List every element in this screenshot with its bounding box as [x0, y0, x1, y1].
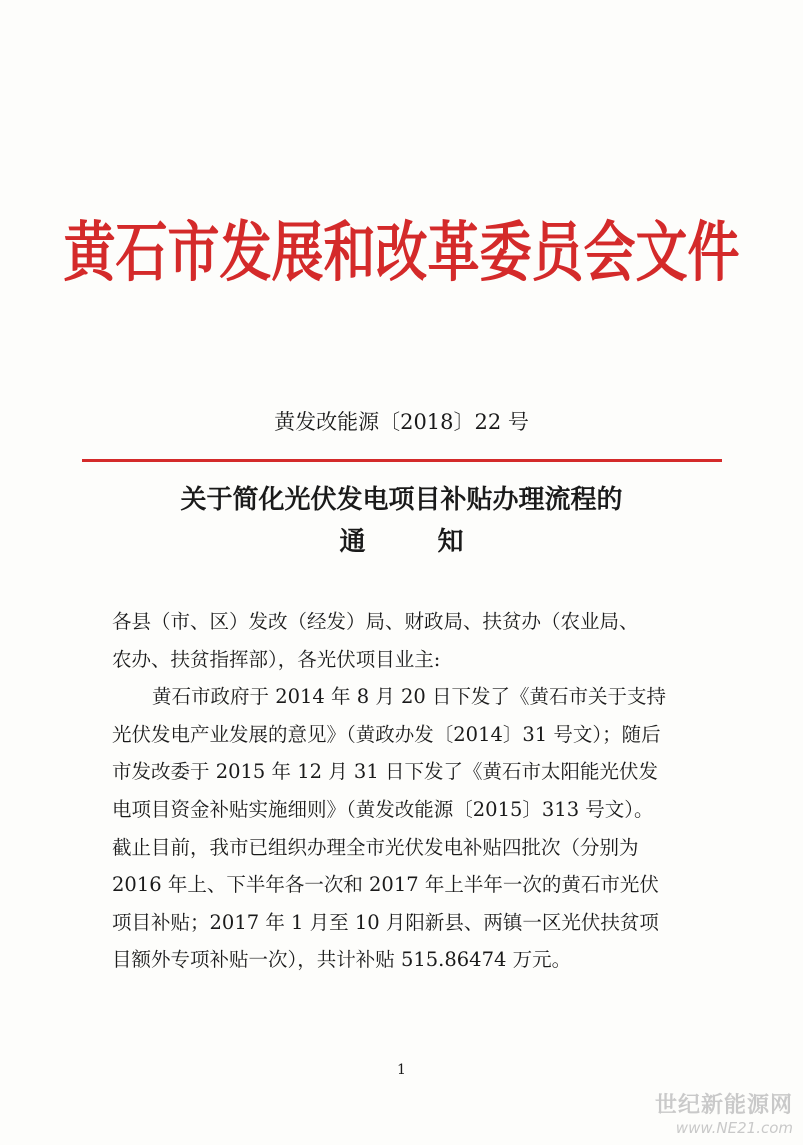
- body-line: 目额外专项补贴一次），共计补贴 515.86474 万元。: [112, 948, 572, 972]
- site-watermark: [655, 1093, 793, 1137]
- body-line: 截止目前，我市已组织办理全市光伏发电补贴四批次（分别为: [112, 835, 639, 859]
- body-line: 2016 年上、下半年各一次和 2017 年上半年一次的黄石市光伏: [112, 873, 659, 897]
- body-line: 各县（市、区）发改（经发）局、财政局、扶贫办（农业局、: [112, 610, 639, 633]
- notice-title-line-1: 关于简化光伏发电项目补贴办理流程的: [180, 485, 623, 515]
- body-line: 农办、扶贫指挥部），各光伏项目业主:: [112, 647, 441, 671]
- red-divider-line: [82, 459, 722, 462]
- body-line: 项目补贴；2017 年 1 月至 10 月阳新县、两镇一区光伏扶贫项: [112, 910, 659, 934]
- watermark-name: 世纪新能源网: [654, 1093, 793, 1118]
- page-number: 1: [397, 1062, 406, 1078]
- body-line: 电项目资金补贴实施细则》（黄发改能源〔2015〕313 号文）。: [112, 797, 654, 821]
- watermark-url: www.NE21.com: [675, 1119, 793, 1137]
- body-line: 市发改委于 2015 年 12 月 31 日下发了《黄石市太阳能光伏发: [112, 760, 658, 784]
- notice-title-line-2: 通知: [339, 527, 536, 557]
- document-number: 黄发改能源〔2018〕22 号: [274, 410, 529, 434]
- body-line: 黄石市政府于 2014 年 8 月 20 日下发了《黄石市关于支持: [152, 685, 667, 709]
- notice-body: [112, 603, 712, 979]
- body-line: 光伏发电产业发展的意见》（黄政办发〔2014〕31 号文）；随后: [112, 722, 661, 746]
- masthead-title: 黄石市发展和改革委员会文件: [63, 214, 740, 291]
